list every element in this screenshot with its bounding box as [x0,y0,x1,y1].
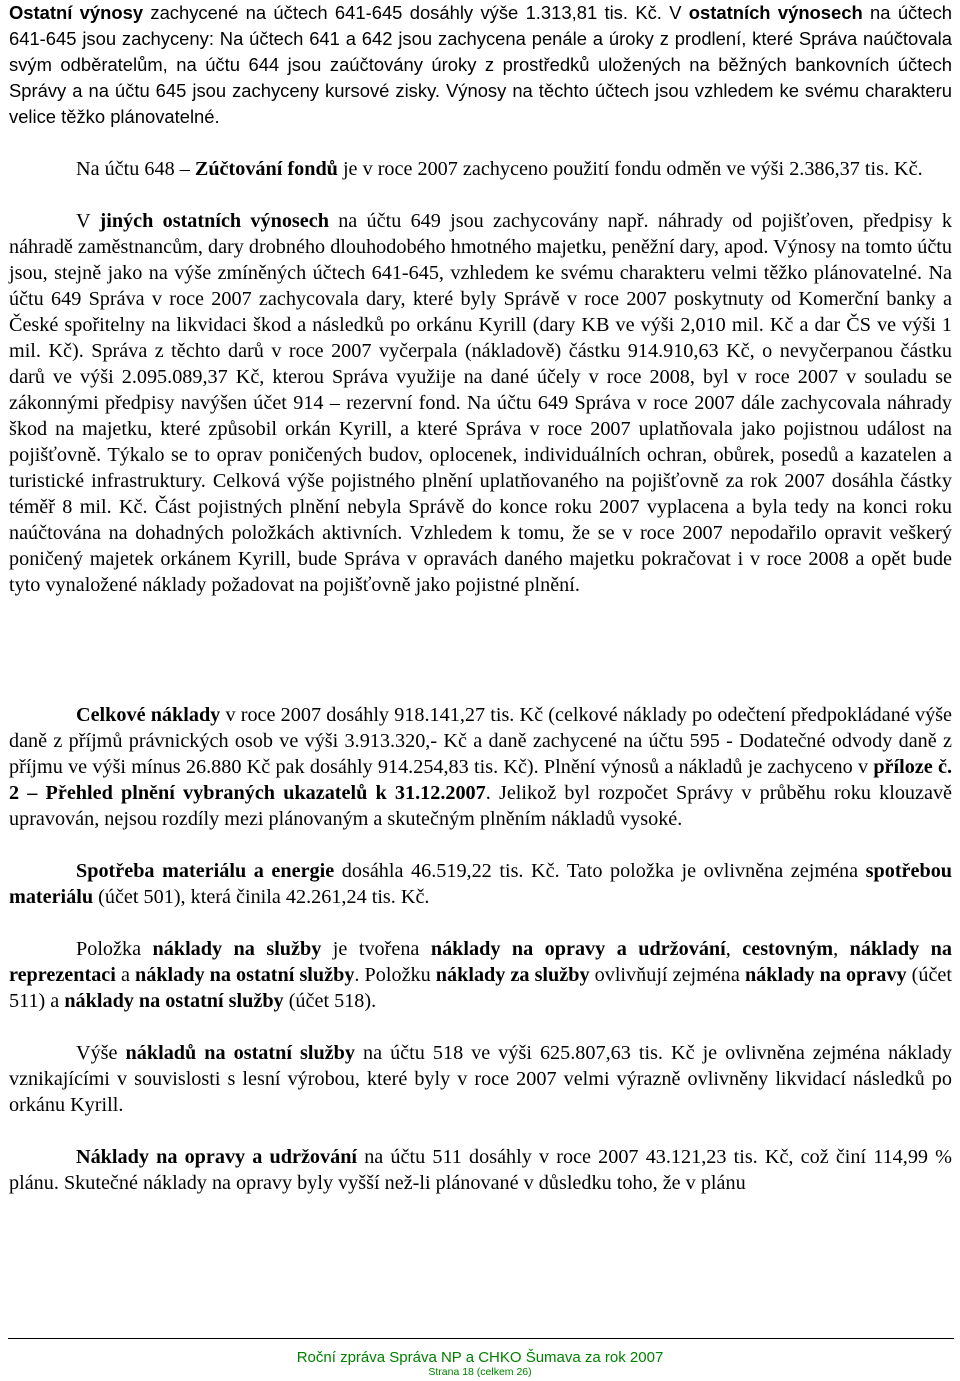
text: v roce 2007 dosáhly 918.141,27 tis. Kč (celkové náklady po odečtení předpokládané výše daně z příjmů právnických osob ve výši 3.913.320,- Kč a daně zachycené na účtu 595 - Dodatečné odvody daně z příjmu ve výši mínus 26.880 Kč pak dosáhly 914.254,83 tis. Kč). Plnění výnosů a nákladů je zachyceno v [9,704,952,778]
bold-text: náklady na ostatní služby [135,964,355,986]
paragraph-celkove-naklady [9,702,952,832]
spacer [9,1014,952,1040]
bold-text: Ostatní výnosy [9,2,144,23]
bold-text: Spotřeba materiálu a energie [76,860,335,882]
spacer [9,598,952,624]
text: je v roce 2007 zachyceno použití fondu odměn ve výši 2.386,37 tis. Kč. [337,158,923,180]
paragraph-jine-ostatni-vynosy [9,208,952,598]
spacer [9,910,952,936]
spacer [9,1118,952,1144]
bold-text: Náklady na opravy a udržování [76,1146,358,1168]
footer-page-number: Strana 18 (celkem 26) [428,1366,532,1378]
spacer [9,832,952,858]
text: na účtech 641-645 jsou zachyceny: Na účtech 641 a 642 jsou zachycena penále a úroky z prodlení, které Správa naúčtovala svým odběratelům, na účtu 644 jsou zaúčtovány úroky z prostředků uložených na běžných bankovních účtech Správy a na účtu 645 jsou zachyceny kursové zisky. Výnosy na těchto účtech jsou vzhledem ke svému charakteru velice těžko plánovatelné. [9,2,953,127]
text: na účtu 649 jsou zachycovány např. náhrady od pojišťoven, předpisy k náhradě zaměstnancům, dary drobného dlouhodobého hmotného majetku, peněžní dary, apod. Výnosy na tomto účtu jsou, stejně jako na výše zmíněných účtech 641-645, vzhledem ke svému charakteru velmi těžko plánovatelné. Na účtu 649 Správa v roce 2007 zachycovala dary, které byly Správě v roce 2007 poskytnuty od Komerční banky a České spořitelny na likvidaci škod a následků po orkánu Kyrill (dary KB ve výši 2,010 mil. Kč a dar ČS ve výši 1 mil. Kč). Správa z těchto darů v roce 2007 vyčerpala (nákladově) částku 914.910,63 Kč, o nevyčerpanou částku darů ve výši 2.095.089,37 Kč, kterou Správa využije na dané účely v roce 2008, byl v roce 2007 v souladu se zákonnými předpisy navýšen účet 914 – rezervní fond. Na účtu 649 Správa v roce 2007 dále zachycovala náhrady škod na majetku, které způsobil orkán Kyrill, a které Správa v roce 2007 uplatňovala jako pojistnou událost na pojišťovně. Týkalo se to oprav poničených budov, oplocenek, individuálních ochran, obůrek, posedů a kazatelen a turistické infrastruktury. Celková výše pojistného plnění uplatňovaného na pojišťovně za rok 2007 dosáhla částky téměř 8 mil. Kč. Část pojistných plnění nebyla Správě do konce roku 2007 vyplacena a byla tedy na konci roku naúčtována na dohadných položkách aktivních. Vzhledem k tomu, že se v roce 2007 nepodařilo opravit veškerý poničený majetek orkánem Kyrill, bude Správa v opravách daného majetku pokračovat i v roce 2008 a opět bude tyto vynaložené náklady požadovat na pojišťovně jako pojistné plnění. [9,210,952,596]
spacer [9,130,952,156]
text: ovlivňují zejména [589,964,745,986]
bold-text: jiných ostatních výnosech [99,210,329,232]
bold-text: náklady na reprezentaci [9,938,952,986]
bold-text: spotřebou materiálu [9,860,953,908]
text: zachycené na účtech 641-645 dosáhly výše 1.313,81 tis. Kč. V [143,2,689,23]
bold-text: náklady na ostatní služby [64,990,284,1012]
text: Položka [76,938,153,960]
text: a [115,964,135,986]
bold-text: příloze č. 2 – Přehled plnění vybraných ukazatelů k 31.12.2007 [9,756,952,804]
spacer [9,624,952,650]
paragraph-ostatni-vynosy [9,0,952,130]
bold-text: náklady na opravy a udržování [430,938,726,960]
bold-text: cestovným [742,938,834,960]
paragraph-zuctovani-fondu [9,156,952,182]
footer-divider [8,1338,954,1339]
text: dosáhla 46.519,22 tis. Kč. Tato položka je ovlivněna zejména [334,860,866,882]
spacer [9,182,952,208]
footer-report-title: Roční zpráva Správa NP a CHKO Šumava za rok 2007 [296,1349,664,1366]
text: . Položku [354,964,436,986]
bold-text: Zúčtování fondů [194,158,338,180]
spacer [9,676,952,702]
bold-text: ostatních výnosech [688,2,863,23]
bold-text: nákladů na ostatní služby [125,1042,355,1064]
text: (účet 511) a [9,964,952,1012]
document-body [9,0,952,1196]
text: . Jelikož byl rozpočet Správy v průběhu roku klouzavě upravován, nejsou rozdíly mezi plánovaným a skutečným plněním nákladů vysoké. [9,782,952,830]
paragraph-ostatni-sluzby [9,1040,952,1118]
bold-text: náklady na služby [152,938,322,960]
text: je tvořena [321,938,431,960]
text: Výše [76,1042,126,1064]
text: Na účtu 648 – [76,158,195,180]
text: V [76,210,100,232]
text: (účet 518). [283,990,377,1012]
text: , [833,938,850,960]
text: (účet 501), která činila 42.261,24 tis. Kč. [93,886,430,908]
section-heading-naklady [9,650,952,676]
bold-text: náklady na opravy [744,964,907,986]
bold-text: náklady za služby [435,964,590,986]
text: na účtu 518 ve výši 625.807,63 tis. Kč je ovlivněna zejména náklady vznikajícími v souvislosti s lesní výrobou, které byly v roce 2007 velmi výrazně ovlivněny likvidací následků po orkánu Kyrill. [9,1042,952,1116]
paragraph-opravy-a-udrzovani [9,1144,952,1196]
paragraph-spotreba-materialu [9,858,952,910]
bold-text: Celkové náklady [76,704,221,726]
paragraph-naklady-na-sluzby [9,936,952,1014]
text: na účtu 511 dosáhly v roce 2007 43.121,23 tis. Kč, což činí 114,99 % plánu. Skutečné náklady na opravy byly vyšší než-li plánované v důsledku toho, že v plánu [9,1146,952,1194]
text: , [725,938,743,960]
